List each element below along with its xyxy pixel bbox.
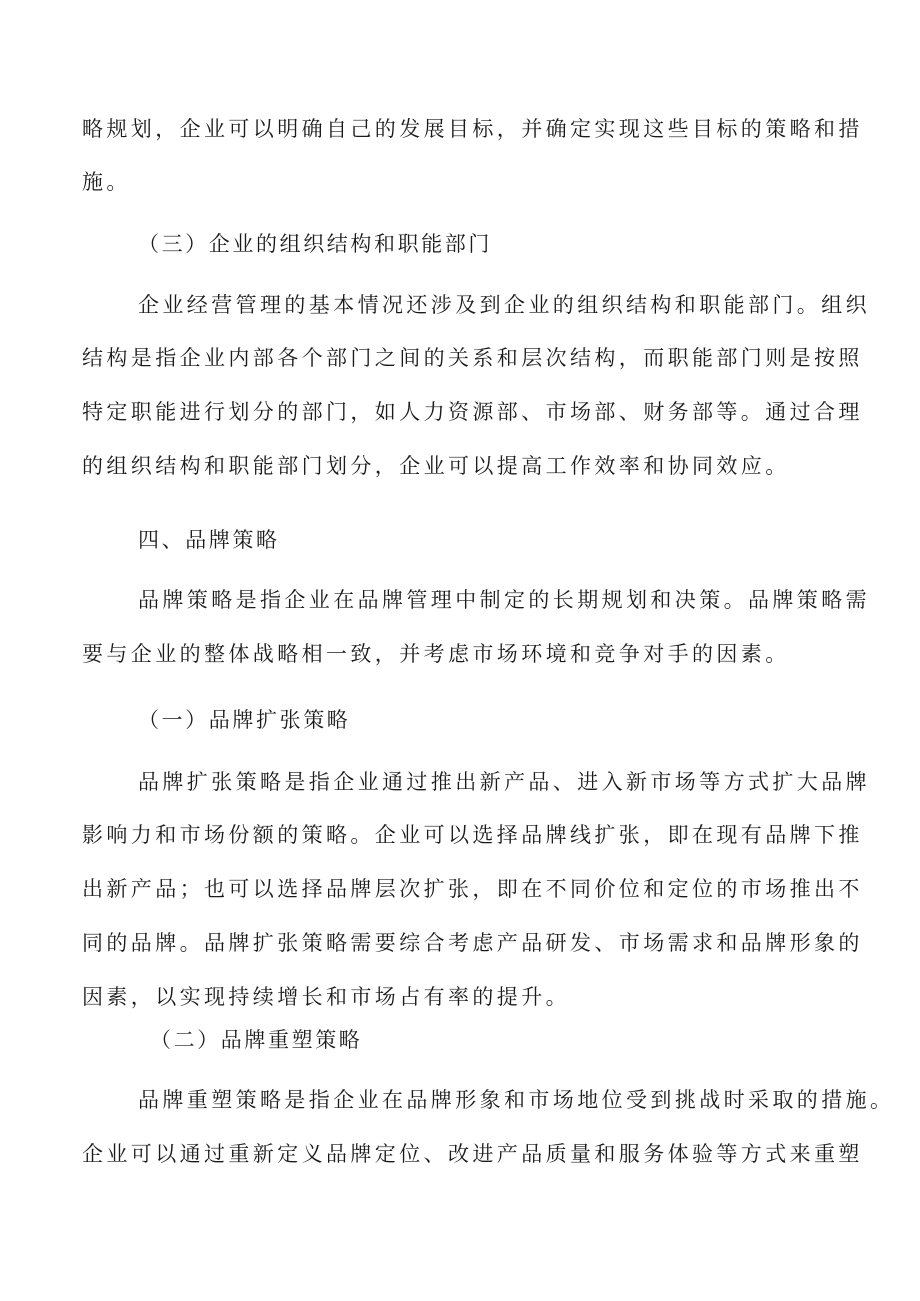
paragraph-line: 影响力和市场份额的策略。企业可以选择品牌线扩张，即在现有品牌下推 [82, 823, 863, 847]
paragraph-line: 品牌策略是指企业在品牌管理中制定的长期规划和决策。品牌策略需 [138, 588, 870, 612]
paragraph-line: 品牌扩张策略是指企业通过推出新产品、进入新市场等方式扩大品牌 [138, 770, 870, 794]
paragraph-line: 略规划，企业可以明确自己的发展目标，并确定实现这些目标的策略和措 [82, 117, 863, 141]
paragraph-line: 特定职能进行划分的部门，如人力资源部、市场部、财务部等。通过合理 [82, 400, 863, 424]
paragraph-line: 企业经营管理的基本情况还涉及到企业的组织结构和职能部门。组织 [138, 293, 870, 317]
paragraph-line: 施。 [82, 170, 131, 194]
paragraph-line: 结构是指企业内部各个部门之间的关系和层次结构，而职能部门则是按照 [82, 346, 863, 370]
section-heading: 四、品牌策略 [138, 528, 280, 552]
paragraph-line: 因素，以实现持续增长和市场占有率的提升。 [82, 985, 570, 1009]
paragraph-line: 品牌重塑策略是指企业在品牌形象和市场地位受到挑战时采取的措施。 [138, 1088, 895, 1112]
paragraph-line: 要与企业的整体战略相一致，并考虑市场环境和竞争对手的因素。 [82, 642, 790, 666]
section-heading: （一）品牌扩张策略 [138, 708, 351, 732]
paragraph-line: 企业可以通过重新定义品牌定位、改进产品质量和服务体验等方式来重塑 [82, 1142, 863, 1166]
paragraph-line: 同的品牌。品牌扩张策略需要综合考虑产品研发、市场需求和品牌形象的 [82, 931, 863, 955]
paragraph-line: 出新产品；也可以选择品牌层次扩张，即在不同价位和定位的市场推出不 [82, 877, 863, 901]
paragraph-line: 的组织结构和职能部门划分，企业可以提高工作效率和协同效应。 [82, 454, 790, 478]
section-heading: （三）企业的组织结构和职能部门 [138, 232, 492, 256]
section-heading: （二）品牌重塑策略 [150, 1028, 363, 1052]
